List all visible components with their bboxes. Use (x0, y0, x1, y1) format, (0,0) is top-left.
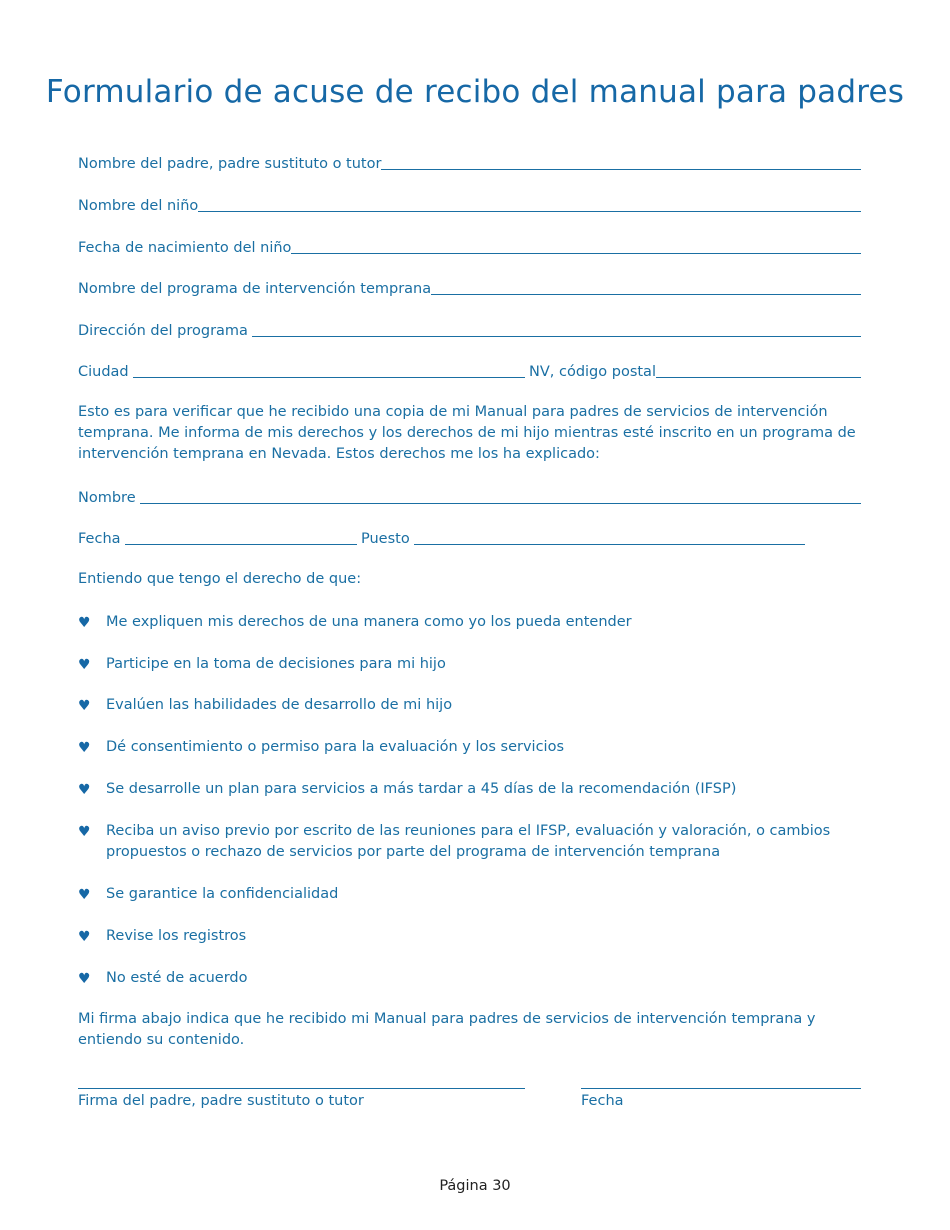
rights-item-text: Evalúen las habilidades de desarrollo de mi hijo (106, 697, 453, 713)
date-label: Fecha (78, 531, 121, 547)
name-field[interactable] (78, 484, 861, 506)
rights-list-item (78, 612, 878, 633)
signature-line[interactable] (78, 1088, 525, 1089)
child-name-input-line[interactable] (198, 195, 861, 212)
zip-label: NV, código postal (529, 364, 656, 380)
rights-item-text: Revise los registros (106, 928, 247, 944)
signature-date-line[interactable] (581, 1088, 861, 1089)
city-field[interactable] (78, 358, 525, 380)
rights-item-text: Participe en la toma de decisiones para mi hijo (106, 656, 446, 672)
position-input-line[interactable] (414, 528, 805, 545)
heart-bullet-icon: ♥ (78, 929, 91, 945)
program-name-field[interactable] (78, 275, 861, 297)
rights-item-text: Se garantice la confidencialidad (106, 886, 339, 902)
heart-bullet-icon: ♥ (78, 740, 91, 756)
position-field[interactable] (361, 525, 805, 547)
rights-list (78, 612, 878, 989)
heart-bullet-icon: ♥ (78, 615, 91, 631)
rights-intro: Entiendo que tengo el derecho de que: (78, 571, 362, 587)
program-address-label: Dirección del programa (78, 323, 248, 339)
rights-list-item (78, 926, 878, 947)
rights-item-text: Dé consentimiento o permiso para la evaluación y los servicios (106, 739, 564, 755)
closing-paragraph: Mi firma abajo indica que he recibido mi Manual para padres de servicios de intervención temprana y entiendo su contenido. (78, 1011, 816, 1048)
signature-label: Firma del padre, padre sustituto o tutor (78, 1093, 364, 1109)
city-input-line[interactable] (133, 361, 525, 378)
date-input-line[interactable] (125, 528, 357, 545)
rights-list-item (78, 821, 878, 863)
heart-bullet-icon: ♥ (78, 698, 91, 714)
page-number: Página 30 (439, 1178, 511, 1194)
form-title: Formulario de acuse de recibo del manual para padres (45, 74, 905, 110)
heart-bullet-icon: ♥ (78, 887, 91, 903)
zip-field[interactable] (529, 358, 861, 380)
rights-list-item (78, 654, 878, 675)
rights-list-item (78, 884, 878, 905)
signature-date-label: Fecha (581, 1093, 624, 1109)
date-field[interactable] (78, 525, 357, 547)
parent-name-label: Nombre del padre, padre sustituto o tutor (78, 156, 382, 172)
intro-paragraph: Esto es para verificar que he recibido una copia de mi Manual para padres de servicios de intervención temprana. Me informa de mis derechos y los derechos de mi hijo mientras esté inscrito en un programa de intervención temprana en Nevada. Estos derechos me los ha explicado: (78, 404, 856, 462)
position-label: Puesto (361, 531, 410, 547)
heart-bullet-icon: ♥ (78, 657, 91, 673)
rights-item-text: No esté de acuerdo (106, 970, 248, 986)
name-input-line[interactable] (140, 487, 861, 504)
child-name-label: Nombre del niño (78, 198, 199, 214)
rights-item-text: Reciba un aviso previo por escrito de las reuniones para el IFSP, evaluación y valoración, o cambios propuestos o rechazo de servicios por parte del programa de intervención temprana (106, 823, 831, 860)
child-name-field[interactable] (78, 192, 861, 214)
parent-name-input-line[interactable] (381, 153, 861, 170)
child-birthdate-input-line[interactable] (291, 237, 861, 254)
rights-list-item (78, 737, 878, 758)
rights-item-text: Me expliquen mis derechos de una manera como yo los pueda entender (106, 614, 632, 630)
rights-item-text: Se desarrolle un plan para servicios a más tardar a 45 días de la recomendación (IFSP) (106, 781, 737, 797)
rights-list-item (78, 695, 878, 716)
child-birthdate-label: Fecha de nacimiento del niño (78, 240, 292, 256)
child-birthdate-field[interactable] (78, 234, 861, 256)
name-label: Nombre (78, 490, 136, 506)
program-name-label: Nombre del programa de intervención temprana (78, 281, 432, 297)
heart-bullet-icon: ♥ (78, 971, 91, 987)
program-name-input-line[interactable] (431, 278, 861, 295)
rights-list-item (78, 968, 878, 989)
program-address-input-line[interactable] (252, 320, 861, 337)
program-address-field[interactable] (78, 317, 861, 339)
parent-name-field[interactable] (78, 150, 861, 172)
city-label: Ciudad (78, 364, 129, 380)
rights-list-item (78, 779, 878, 800)
heart-bullet-icon: ♥ (78, 824, 91, 840)
zip-input-line[interactable] (656, 361, 861, 378)
heart-bullet-icon: ♥ (78, 782, 91, 798)
